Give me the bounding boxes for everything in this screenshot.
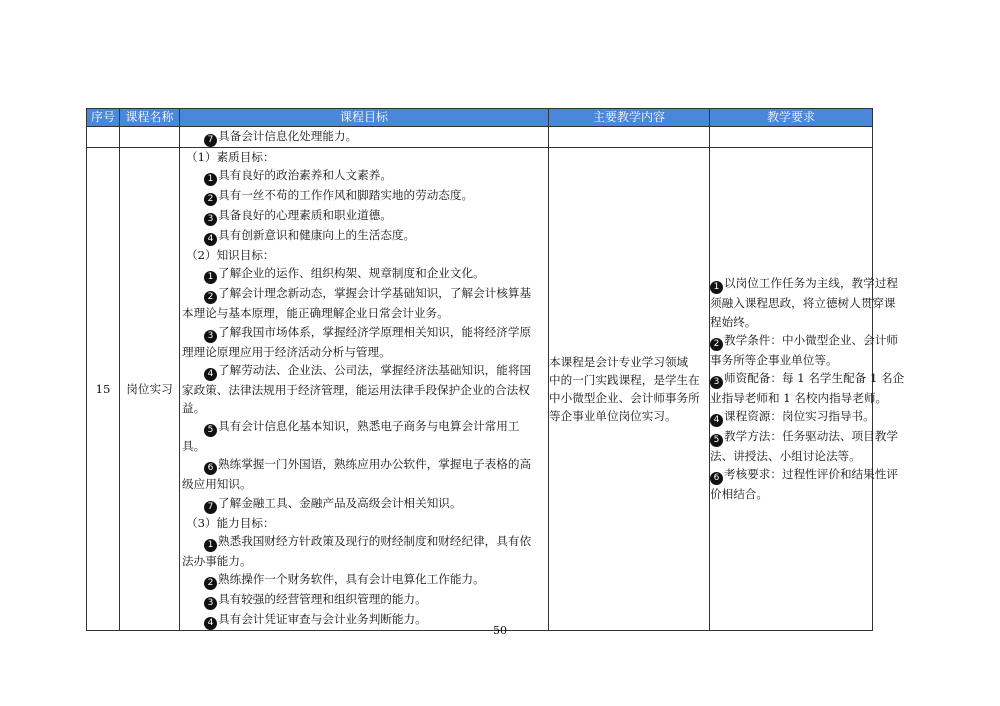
goal-line [180, 417, 548, 437]
goal-text: 熟悉我国财经方针政策及现行的财经制度和财经纪律，具有依 [218, 533, 532, 548]
content-line: 等企事业单位岗位实习。 [549, 409, 677, 424]
goal-line [180, 361, 548, 381]
continued-goal-cell [180, 127, 549, 148]
requirement-text: 事务所等企事业单位等。 [710, 352, 838, 367]
continued-no-cell [87, 127, 120, 148]
number-circle-icon: 3 [204, 330, 217, 343]
goal-text: 具有较强的经营管理和组织管理的能力。 [218, 592, 427, 607]
requirement-line [710, 447, 872, 465]
goal-line [180, 323, 548, 343]
requirement-text: 教学条件：中小微型企业、会计师 [724, 332, 898, 347]
number-circle-icon: 1 [204, 271, 217, 284]
goal-line [180, 284, 548, 304]
curriculum-table [86, 108, 905, 631]
number-circle-icon: 7 [204, 134, 217, 147]
goal-text: 了解企业的运作、组织构架、规章制度和企业文化。 [218, 266, 485, 281]
number-circle-icon: 4 [710, 414, 723, 427]
goal-text: 具有会计凭证审查与会计业务判断能力。 [218, 612, 427, 627]
goal-heading: （2）知识目标： [186, 248, 275, 263]
number-circle-icon: 6 [710, 472, 723, 485]
continued-requirements-cell [710, 127, 873, 148]
requirement-line [710, 313, 872, 331]
requirement-line [710, 294, 896, 312]
requirement-line [710, 389, 888, 407]
requirement-text: 法、讲授法、小组讨论法等。 [710, 449, 861, 464]
goal-text: 具备良好的心理素质和职业道德。 [218, 208, 392, 223]
continued-row [87, 127, 873, 148]
goal-heading: （3）能力目标： [186, 515, 275, 530]
goal-line [180, 186, 548, 206]
header-content: 主要教学内容 [549, 109, 710, 127]
requirement-line [710, 369, 905, 389]
header-requirements: 教学要求 [710, 109, 873, 127]
goal-text: 具有良好的政治素养和人文素养。 [218, 168, 392, 183]
goal-line: 本理论与基本原理，能正确理解企业日常会计业务。 [182, 306, 449, 321]
requirement-text: 课程资源：岗位实习指导书。 [724, 409, 875, 424]
goal-line [180, 590, 548, 610]
content-line: 中小微型企业、会计师事务所 [549, 391, 700, 406]
requirement-text: 以岗位工作任务为主线，教学过程 [724, 276, 898, 291]
requirement-line [710, 274, 898, 294]
requirement-line [710, 351, 872, 369]
goal-text: 具有创新意识和健康向上的生活态度。 [218, 228, 416, 243]
requirement-text: 教学方法：任务驱动法、项目教学 [724, 429, 898, 444]
goal-line: 家政策、法律法规用于经济管理，能运用法律手段保护企业的合法权 [182, 382, 530, 397]
requirement-line [710, 427, 898, 447]
number-circle-icon: 7 [204, 501, 217, 514]
goal-line [180, 264, 548, 284]
number-circle-icon: 2 [204, 577, 217, 590]
number-circle-icon: 4 [204, 617, 217, 630]
goal-heading: （1）素质目标： [186, 150, 275, 164]
goal-line: 具。 [182, 439, 206, 454]
goal-line [180, 226, 548, 246]
requirement-text: 师资配备：每 1 名学生配备 1 名企 [724, 371, 905, 386]
goal-line [180, 570, 548, 590]
header-goals: 课程目标 [180, 109, 549, 127]
goal-text: 了解我国市场体系，掌握经济学原理相关知识，能将经济学原 [218, 324, 532, 339]
goal-text: 熟练掌握一门外国语，熟练应用办公软件，掌握电子表格的高 [218, 457, 532, 472]
requirement-line [710, 485, 872, 503]
goal-line: 法办事能力。 [182, 553, 252, 568]
course-row [87, 148, 873, 631]
requirement-text: 价相结合。 [710, 487, 768, 502]
number-circle-icon: 2 [204, 193, 217, 206]
number-circle-icon: 4 [204, 233, 217, 246]
requirement-text: 须融入课程思政，将立德树人贯穿课 [710, 296, 896, 311]
goal-text: 了解劳动法、企业法、公司法，掌握经济法基础知识，能将国 [218, 362, 532, 377]
goal-text: 具备会计信息化处理能力。 [218, 129, 358, 143]
course-content-cell [549, 148, 710, 631]
goal-line [180, 494, 548, 514]
number-circle-icon: 2 [204, 291, 217, 304]
goal-text: 熟练操作一个财务软件，具有会计电算化工作能力。 [218, 572, 485, 587]
course-requirements-cell [710, 148, 905, 631]
goal-text: 了解会计理念新动态，掌握会计学基础知识，了解会计核算基 [218, 286, 532, 301]
number-circle-icon: 5 [204, 424, 217, 437]
content-line: 中的一门实践课程，是学生在 [549, 372, 700, 387]
number-circle-icon: 2 [710, 338, 723, 351]
number-circle-icon: 1 [710, 281, 723, 294]
number-circle-icon: 3 [204, 597, 217, 610]
goal-line [180, 532, 548, 552]
course-name: 岗位实习 [120, 148, 180, 631]
requirement-line [710, 407, 875, 427]
goal-line: 级应用知识。 [182, 477, 252, 492]
requirement-text: 业指导老师和 1 名校内指导老师。 [710, 391, 888, 406]
number-circle-icon: 3 [204, 213, 217, 226]
course-no: 15 [87, 148, 120, 631]
goal-line [180, 455, 548, 475]
requirement-line [710, 465, 898, 485]
number-circle-icon: 4 [204, 368, 217, 381]
goal-line [180, 206, 548, 226]
header-row [87, 109, 873, 127]
header-course-name: 课程名称 [120, 109, 180, 127]
number-circle-icon: 1 [204, 539, 217, 552]
goal-text: 具有会计信息化基本知识，熟悉电子商务与电算会计常用工 [218, 419, 520, 434]
number-circle-icon: 6 [204, 462, 217, 475]
content-line: 本课程是会计专业学习领域 [549, 354, 689, 369]
page-number: 50 [493, 624, 507, 637]
goal-text: 具有一丝不苟的工作作风和脚踏实地的劳动态度。 [218, 188, 474, 203]
goal-line [180, 166, 548, 186]
goal-line: 理理论原理应用于经济活动分析与管理。 [182, 344, 391, 359]
continued-goal-line [180, 127, 548, 147]
requirement-text: 程始终。 [710, 314, 757, 329]
course-goals-cell [180, 148, 549, 631]
number-circle-icon: 1 [204, 173, 217, 186]
goal-line: 益。 [182, 401, 206, 416]
continued-content-cell [549, 127, 710, 148]
continued-name-cell [120, 127, 180, 148]
header-no: 序号 [87, 109, 120, 127]
number-circle-icon: 3 [710, 376, 723, 389]
requirement-text: 考核要求：过程性评价和结果性评 [724, 467, 898, 482]
goal-text: 了解金融工具、金融产品及高级会计相关知识。 [218, 495, 462, 510]
requirement-line [710, 331, 898, 351]
number-circle-icon: 5 [710, 434, 723, 447]
